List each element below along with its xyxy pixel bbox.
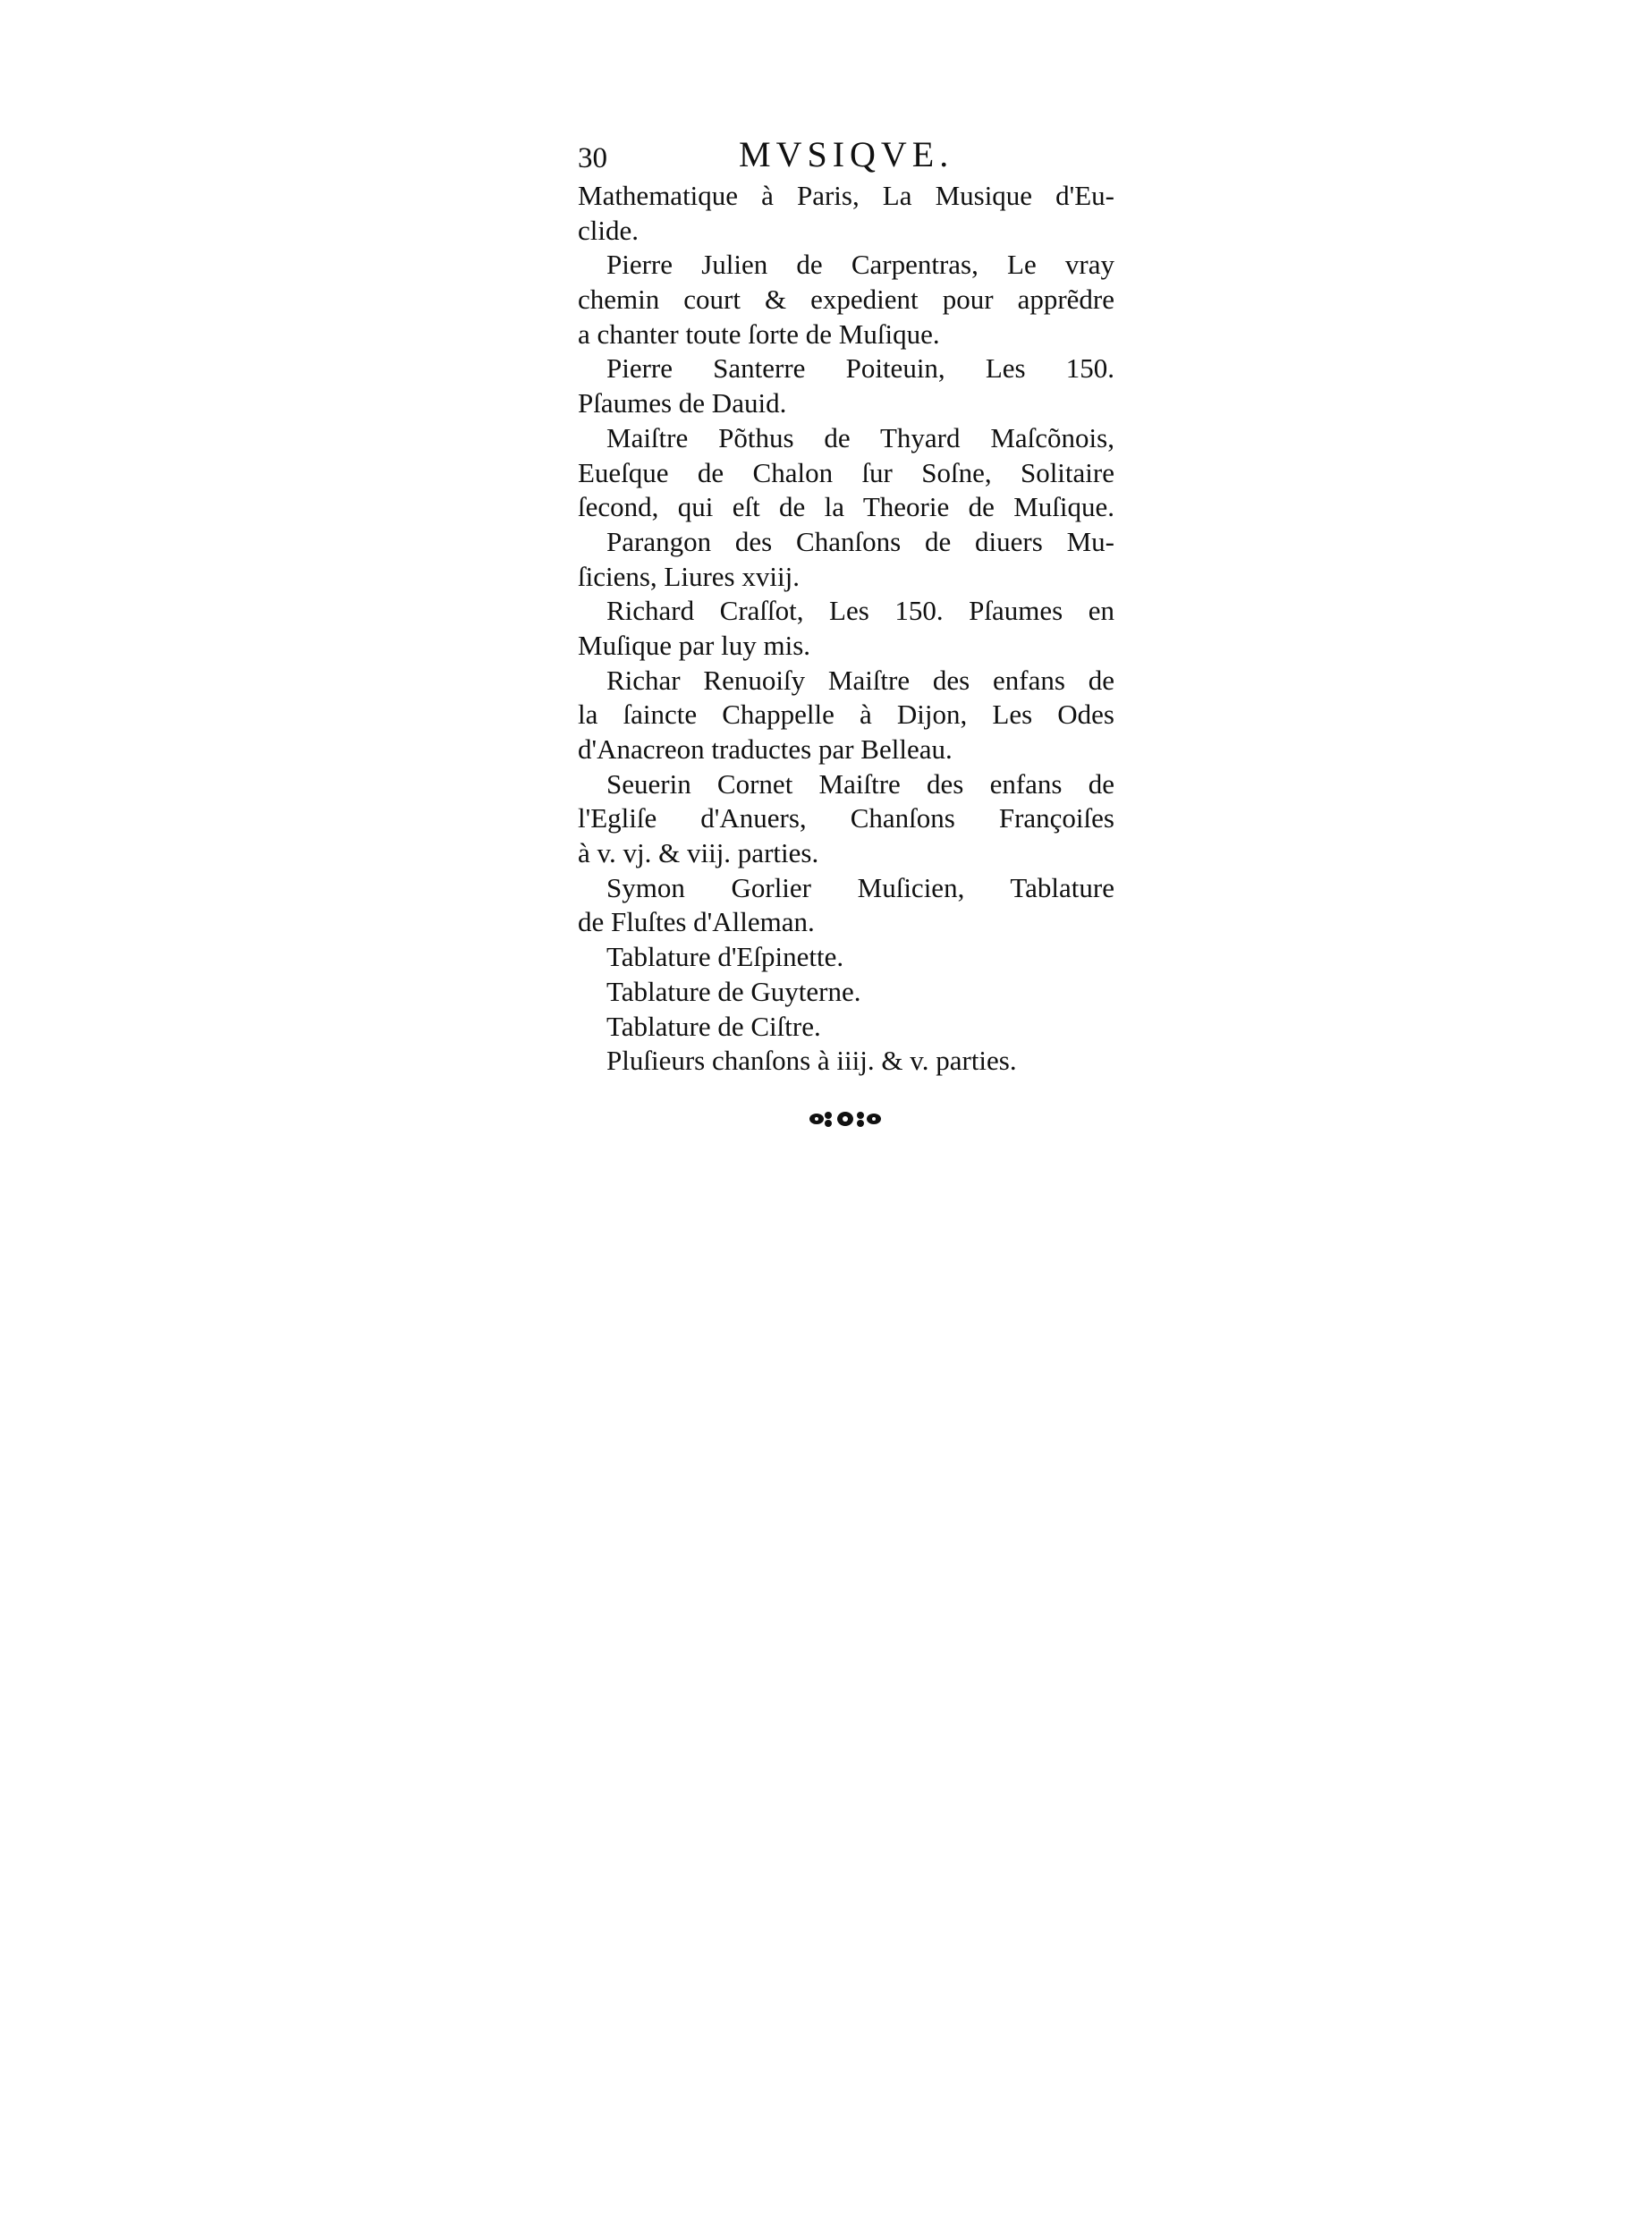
text-line: Pſaumes de Dauid. <box>578 387 787 419</box>
text-column <box>578 131 1114 1079</box>
text-line: d'Anacreon traductes par Belleau. <box>578 733 953 765</box>
running-head <box>578 131 1114 179</box>
entry-first-line: Pluſieurs chanſons à iiij. & v. parties. <box>606 1045 1017 1077</box>
text-line: clide. <box>578 214 639 246</box>
entry-first-line: Tablature d'Eſpinette. <box>606 941 844 973</box>
page-number: 30 <box>578 142 607 174</box>
text-line: Eueſque de Chalon ſur Soſne, Solitaire <box>578 456 1114 488</box>
running-title: MVSIQVE. <box>739 134 954 174</box>
fleuron-ornament-icon <box>809 1108 882 1130</box>
entry-first-line: Maiſtre Põthus de Thyard Maſcõnois, <box>606 421 1114 453</box>
text-line: ſecond, qui eſt de la Theorie de Muſique. <box>578 491 1114 523</box>
entry-first-line: Tablature de Ciſtre. <box>606 1010 821 1042</box>
entry-first-line: Symon Gorlier Muſicien, Tablature <box>606 871 1114 903</box>
entry-first-line: Seuerin Cornet Maiſtre des enfans de <box>606 767 1114 800</box>
text-line: à v. vj. & viij. parties. <box>578 837 819 869</box>
text-line: de Fluſtes d'Alleman. <box>578 906 815 938</box>
text-line: chemin court & expedient pour apprẽdre <box>578 284 1114 316</box>
text-line: la ſaincte Chappelle à Dijon, Les Odes <box>578 699 1114 731</box>
text-line: ſiciens, Liures xviij. <box>578 560 800 592</box>
entry-first-line: Pierre Julien de Carpentras, Le vray <box>606 249 1114 281</box>
entry-first-line: Richar Renuoiſy Maiſtre des enfans de <box>606 664 1114 696</box>
entry-first-line: Parangon des Chanſons de diuers Mu- <box>606 525 1114 557</box>
text-line: l'Egliſe d'Anuers, Chanſons Françoiſes <box>578 802 1114 834</box>
entry-first-line: Richard Craſſot, Les 150. Pſaumes en <box>606 595 1114 627</box>
text-line: Muſique par luy mis. <box>578 629 811 661</box>
text-line: Mathematique à Paris, La Musique d'Eu- <box>578 180 1114 211</box>
entry-first-line: Pierre Santerre Poiteuin, Les 150. <box>606 352 1114 385</box>
text-line: a chanter toute ſorte de Muſique. <box>578 318 940 350</box>
entry-first-line: Tablature de Guyterne. <box>606 975 861 1007</box>
